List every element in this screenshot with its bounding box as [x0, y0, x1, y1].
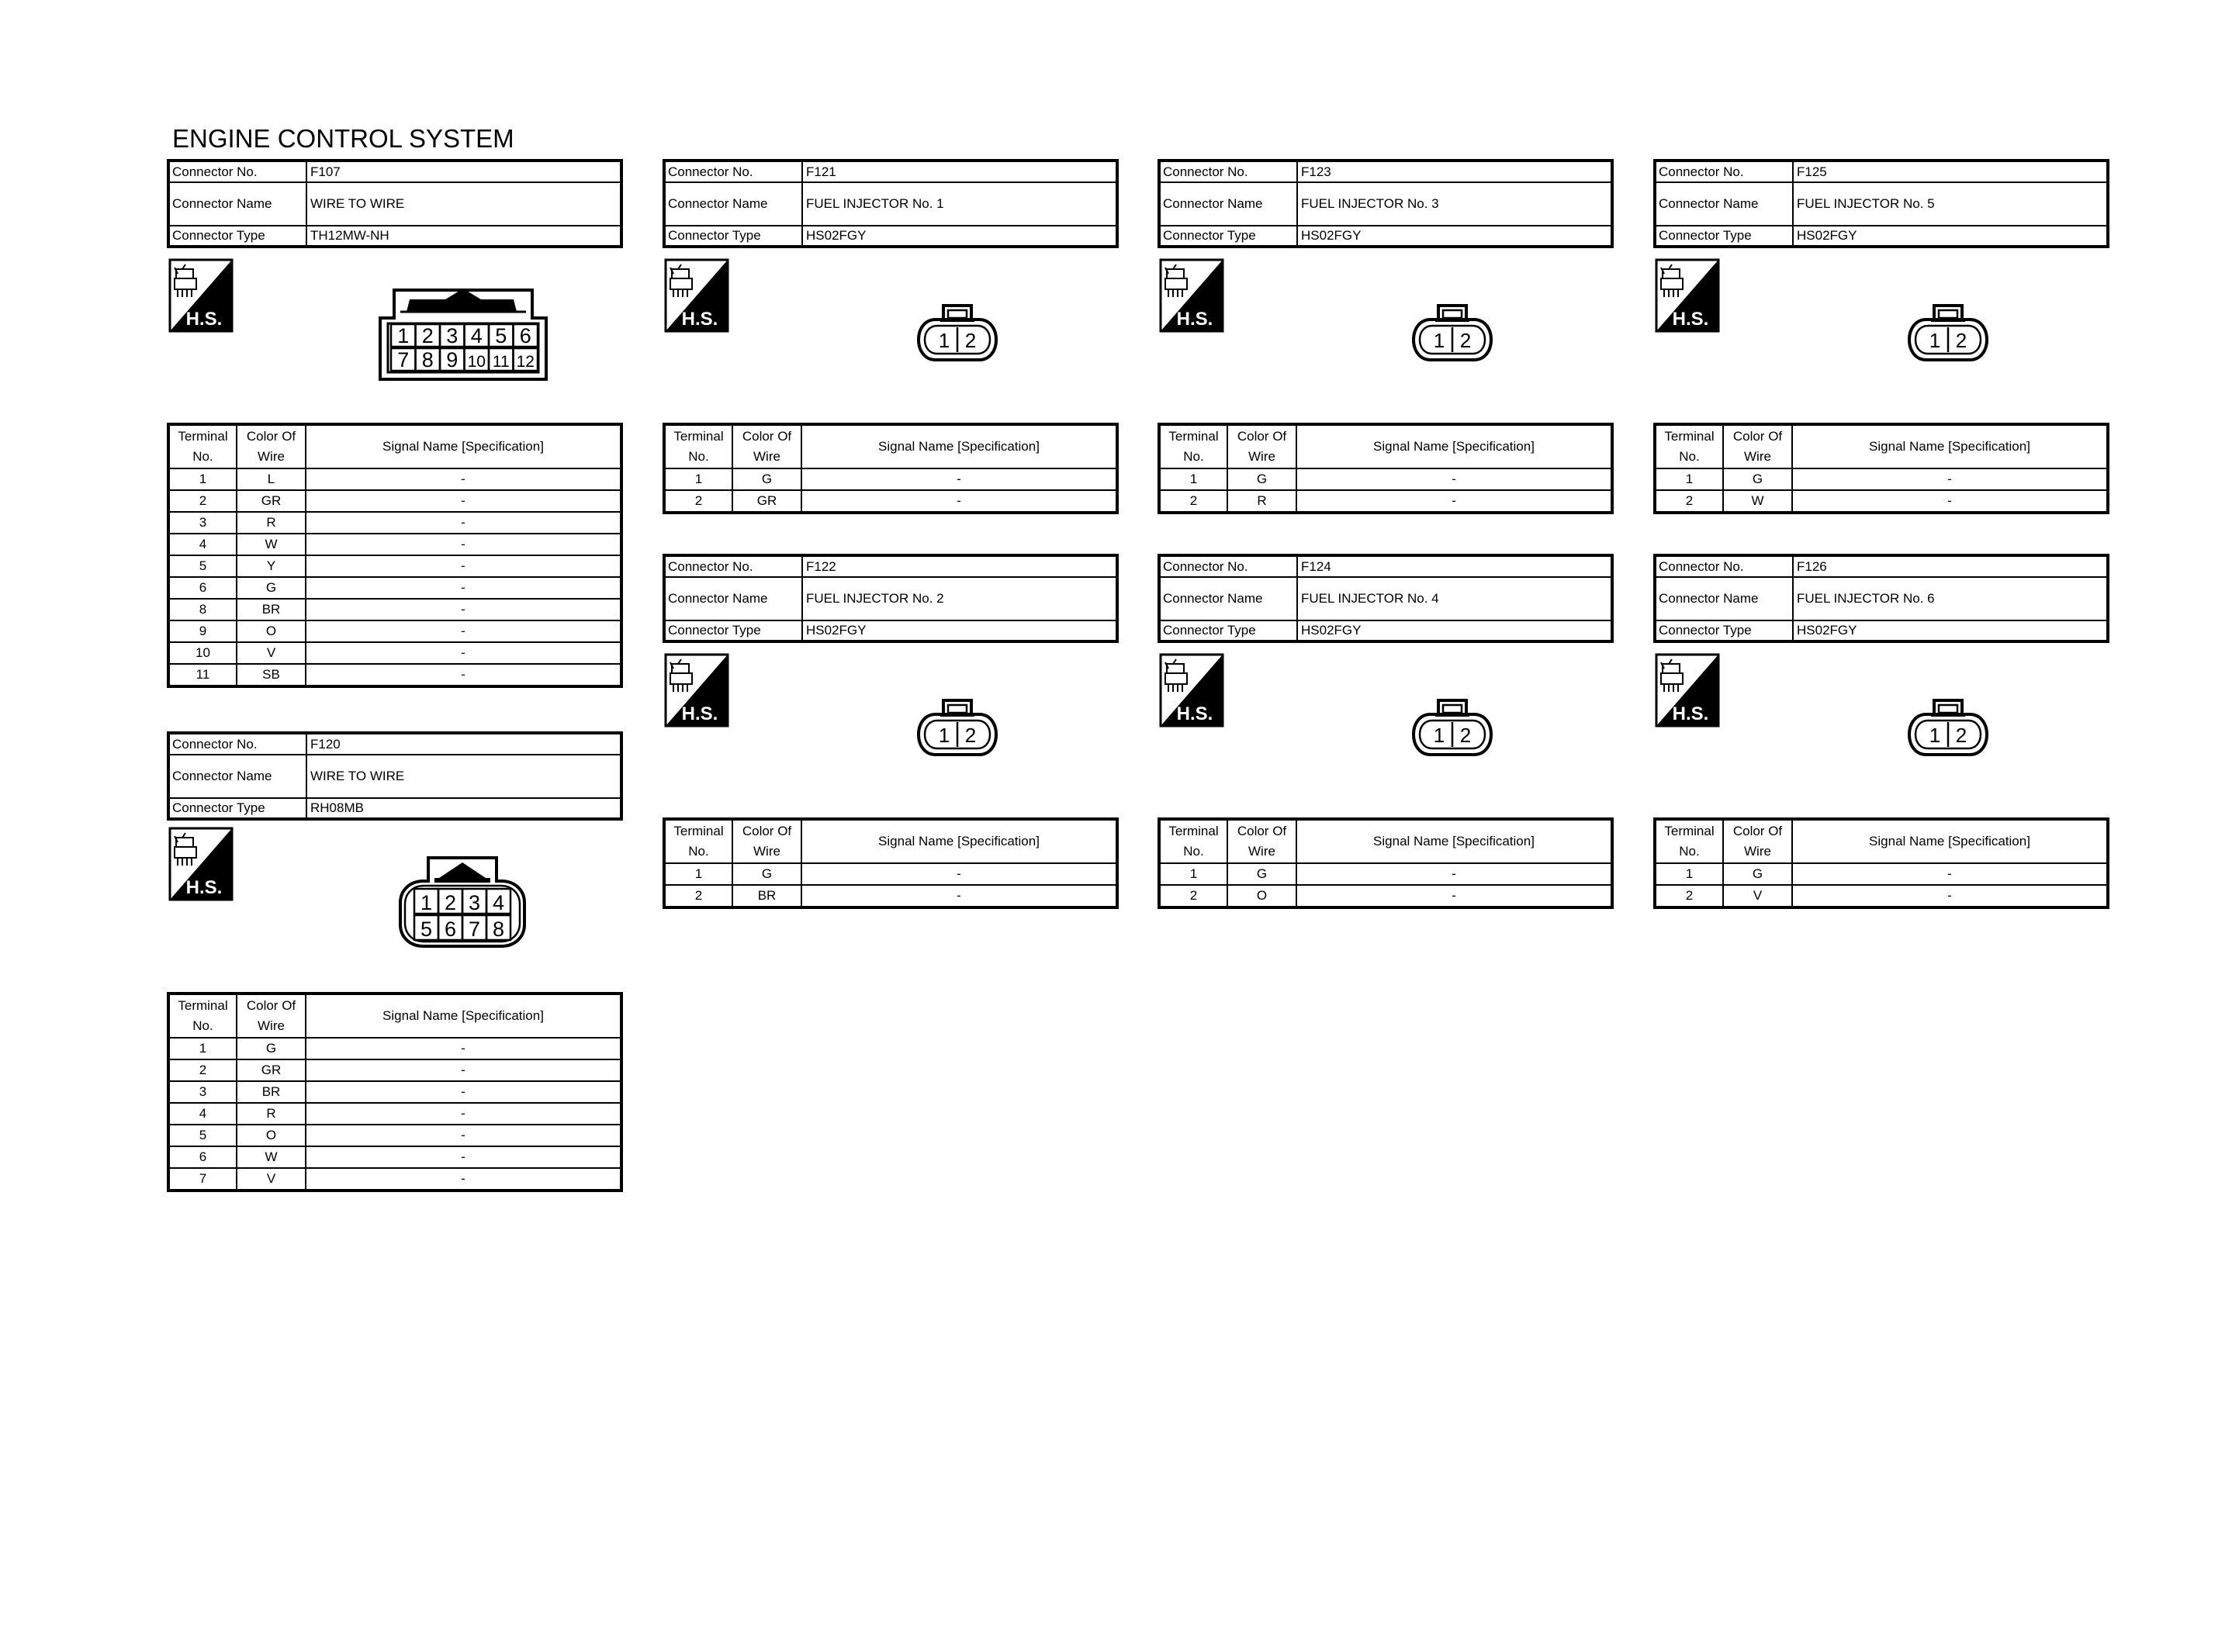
wire-color-cell: R: [237, 1103, 306, 1125]
wire-color-cell: W: [237, 1146, 306, 1168]
col-terminal-header: Terminal No.: [168, 424, 237, 468]
table-row: [168, 534, 621, 555]
connector-face-f124: [1412, 697, 1493, 758]
connector-name-label: Connector Name: [170, 755, 307, 797]
signal-name-cell: -: [801, 863, 1117, 885]
wire-color-cell: W: [237, 534, 306, 555]
col-color-header: Color Of Wire: [1227, 819, 1296, 863]
hs-badge-label: H.S.: [1672, 309, 1709, 330]
hs-badge-label: H.S.: [185, 309, 223, 330]
signal-name-cell: -: [801, 490, 1117, 513]
signal-name-cell: -: [306, 620, 621, 642]
terminal-no-cell: 8: [168, 599, 237, 620]
wire-color-cell: BR: [732, 885, 801, 907]
wire-color-cell: G: [237, 577, 306, 599]
signal-name-cell: -: [1296, 490, 1612, 513]
pin-number: 2: [964, 724, 977, 747]
terminal-no-cell: 9: [168, 620, 237, 642]
table-row: [1655, 863, 2108, 885]
pin-number: 1: [1929, 329, 1941, 352]
pin-number: 1: [938, 329, 950, 352]
connector-face-f121: [917, 302, 998, 363]
harness-side-icon: [1159, 653, 1224, 728]
connector-face-f126: [1908, 697, 1988, 758]
harness-side-icon: [1655, 258, 1720, 333]
col-color-header: Color Of Wire: [1723, 819, 1792, 863]
terminal-table-f107: [167, 423, 623, 688]
table-row: [168, 1168, 621, 1191]
connector-no-label: Connector No.: [1656, 557, 1794, 576]
wire-color-cell: G: [1227, 863, 1296, 885]
connector-type-label: Connector Type: [1656, 621, 1794, 640]
wire-color-cell: V: [237, 1168, 306, 1191]
connector-no-value: F126: [1797, 558, 1827, 574]
connector-type-value: HS02FGY: [1301, 623, 1362, 638]
col-color-header: Color Of Wire: [1227, 424, 1296, 468]
terminal-no-cell: 2: [664, 490, 732, 513]
connector-no-value: F107: [310, 164, 341, 179]
table-header-row: [1159, 424, 1612, 468]
wire-color-cell: O: [237, 1125, 306, 1146]
signal-name-cell: -: [801, 468, 1117, 490]
terminal-no-cell: 1: [168, 468, 237, 490]
wire-color-cell: GR: [237, 1059, 306, 1081]
table-row: [168, 1103, 621, 1125]
signal-name-cell: -: [306, 642, 621, 664]
pin-number: 6: [519, 324, 531, 347]
signal-name-cell: -: [306, 468, 621, 490]
wire-color-cell: W: [1723, 490, 1792, 513]
col-color-header: Color Of Wire: [732, 424, 801, 468]
col-signal-header: Signal Name [Specification]: [801, 819, 1117, 863]
terminal-no-cell: 6: [168, 1146, 237, 1168]
table-row: [664, 885, 1117, 907]
hs-badge-label: H.S.: [681, 703, 718, 724]
wire-color-cell: SB: [237, 664, 306, 686]
connector-face-f120: [397, 855, 528, 949]
pin-number: 5: [495, 324, 507, 347]
connector-name-value: FUEL INJECTOR No. 3: [1301, 196, 1439, 211]
terminal-no-cell: 5: [168, 1125, 237, 1146]
connector-name-value: FUEL INJECTOR No. 1: [806, 196, 944, 211]
table-row: [168, 577, 621, 599]
table-row: [1159, 490, 1612, 513]
connector-type-value: RH08MB: [310, 800, 364, 815]
table-header-row: [664, 424, 1117, 468]
connector-no-label: Connector No.: [666, 162, 803, 181]
table-header-row: [1655, 819, 2108, 863]
terminal-no-cell: 4: [168, 534, 237, 555]
col-signal-header: Signal Name [Specification]: [1792, 819, 2108, 863]
wire-color-cell: G: [1227, 468, 1296, 490]
wire-color-cell: G: [237, 1038, 306, 1059]
pin-number: 2: [421, 324, 434, 347]
table-row: [1655, 885, 2108, 907]
col-signal-header: Signal Name [Specification]: [306, 994, 621, 1038]
terminal-table-f122: [663, 817, 1119, 909]
terminal-no-cell: 2: [1159, 490, 1227, 513]
connector-header-f125: [1653, 159, 2109, 248]
connector-no-label: Connector No.: [170, 734, 307, 754]
connector-no-label: Connector No.: [666, 557, 803, 576]
hs-badge-label: H.S.: [1176, 703, 1213, 724]
connector-type-value: HS02FGY: [806, 228, 867, 243]
terminal-no-cell: 1: [664, 863, 732, 885]
pin-number: 2: [444, 891, 457, 914]
harness-side-icon: [1159, 258, 1224, 333]
wire-color-cell: Y: [237, 555, 306, 577]
col-signal-header: Signal Name [Specification]: [1296, 424, 1612, 468]
harness-side-icon: [168, 258, 234, 333]
table-row: [168, 1081, 621, 1103]
wire-color-cell: R: [237, 512, 306, 534]
pin-number: 9: [446, 348, 459, 372]
connector-name-value: FUEL INJECTOR No. 5: [1797, 196, 1935, 211]
connector-type-value: HS02FGY: [806, 623, 867, 638]
connector-no-label: Connector No.: [1161, 162, 1298, 181]
terminal-no-cell: 3: [168, 512, 237, 534]
connector-type-label: Connector Type: [1161, 226, 1298, 245]
connector-face-f125: [1908, 302, 1988, 363]
connector-name-label: Connector Name: [170, 183, 307, 225]
terminal-no-cell: 2: [664, 885, 732, 907]
hs-badge-label: H.S.: [1176, 309, 1213, 330]
connector-no-label: Connector No.: [1656, 162, 1794, 181]
page-title: ENGINE CONTROL SYSTEM: [172, 124, 514, 153]
wire-color-cell: V: [237, 642, 306, 664]
col-color-header: Color Of Wire: [732, 819, 801, 863]
wire-color-cell: G: [1723, 468, 1792, 490]
pin-number: 10: [467, 353, 486, 371]
connector-no-value: F121: [806, 164, 836, 179]
table-row: [664, 468, 1117, 490]
pin-number: 2: [964, 329, 977, 352]
terminal-no-cell: 6: [168, 577, 237, 599]
connector-no-value: F125: [1797, 164, 1827, 179]
connector-no-value: F124: [1301, 558, 1331, 574]
wire-color-cell: V: [1723, 885, 1792, 907]
connector-type-value: HS02FGY: [1797, 623, 1857, 638]
connector-type-label: Connector Type: [170, 226, 307, 245]
table-row: [168, 512, 621, 534]
terminal-table-f125: [1653, 423, 2109, 514]
connector-header-f123: [1158, 159, 1614, 248]
table-row: [168, 555, 621, 577]
signal-name-cell: -: [1296, 468, 1612, 490]
signal-name-cell: -: [306, 1103, 621, 1125]
connector-header-f122: [663, 554, 1119, 643]
connector-face-f122: [917, 697, 998, 758]
connector-no-value: F123: [1301, 164, 1331, 179]
pin-number: 3: [468, 891, 481, 914]
terminal-no-cell: 1: [1655, 863, 1723, 885]
wire-color-cell: O: [237, 620, 306, 642]
signal-name-cell: -: [1296, 885, 1612, 907]
harness-side-icon: [168, 827, 234, 901]
col-terminal-header: Terminal No.: [1655, 819, 1723, 863]
signal-name-cell: -: [306, 512, 621, 534]
wire-color-cell: O: [1227, 885, 1296, 907]
terminal-no-cell: 1: [1655, 468, 1723, 490]
connector-face-f107: [379, 285, 548, 381]
wire-color-cell: GR: [237, 490, 306, 512]
wire-color-cell: GR: [732, 490, 801, 513]
terminal-no-cell: 4: [168, 1103, 237, 1125]
pin-number: 5: [420, 918, 433, 941]
terminal-table-f126: [1653, 817, 2109, 909]
pin-number: 8: [421, 348, 434, 372]
terminal-no-cell: 1: [1159, 468, 1227, 490]
connector-name-label: Connector Name: [1656, 183, 1794, 225]
connector-type-label: Connector Type: [666, 226, 803, 245]
terminal-no-cell: 2: [1159, 885, 1227, 907]
table-header-row: [168, 994, 621, 1038]
wire-color-cell: G: [732, 468, 801, 490]
table-header-row: [664, 819, 1117, 863]
table-row: [1655, 490, 2108, 513]
table-row: [168, 1038, 621, 1059]
connector-no-value: F120: [310, 736, 341, 752]
connector-no-label: Connector No.: [170, 162, 307, 181]
table-row: [1655, 468, 2108, 490]
connector-no-value: F122: [806, 558, 836, 574]
connector-type-label: Connector Type: [1161, 621, 1298, 640]
pin-number: 12: [516, 353, 535, 371]
signal-name-cell: -: [306, 1038, 621, 1059]
col-terminal-header: Terminal No.: [664, 424, 732, 468]
table-row: [664, 490, 1117, 513]
signal-name-cell: -: [306, 1081, 621, 1103]
table-row: [1159, 863, 1612, 885]
hs-badge-label: H.S.: [185, 877, 223, 898]
connector-header-f124: [1158, 554, 1614, 643]
terminal-no-cell: 1: [1159, 863, 1227, 885]
col-signal-header: Signal Name [Specification]: [306, 424, 621, 468]
col-terminal-header: Terminal No.: [1159, 424, 1227, 468]
terminal-no-cell: 5: [168, 555, 237, 577]
terminal-table-f121: [663, 423, 1119, 514]
signal-name-cell: -: [306, 490, 621, 512]
signal-name-cell: -: [1792, 863, 2108, 885]
pin-number: 4: [492, 891, 505, 914]
table-row: [168, 664, 621, 686]
connector-type-label: Connector Type: [666, 621, 803, 640]
signal-name-cell: -: [306, 664, 621, 686]
pin-number: 2: [1459, 329, 1472, 352]
connector-name-value: WIRE TO WIRE: [310, 196, 405, 211]
harness-side-icon: [664, 258, 729, 333]
pin-number: 1: [420, 891, 433, 914]
signal-name-cell: -: [306, 1168, 621, 1191]
signal-name-cell: -: [1792, 490, 2108, 513]
wire-color-cell: G: [732, 863, 801, 885]
table-row: [168, 1146, 621, 1168]
table-row: [168, 599, 621, 620]
pin-number: 4: [470, 324, 483, 347]
col-color-header: Color Of Wire: [237, 424, 306, 468]
terminal-no-cell: 10: [168, 642, 237, 664]
wire-color-cell: R: [1227, 490, 1296, 513]
connector-face-f123: [1412, 302, 1493, 363]
terminal-table-f123: [1158, 423, 1614, 514]
terminal-no-cell: 2: [168, 1059, 237, 1081]
pin-number: 1: [938, 724, 950, 747]
wire-color-cell: G: [1723, 863, 1792, 885]
col-color-header: Color Of Wire: [1723, 424, 1792, 468]
signal-name-cell: -: [306, 1146, 621, 1168]
connector-no-label: Connector No.: [1161, 557, 1298, 576]
table-header-row: [168, 424, 621, 468]
connector-name-value: WIRE TO WIRE: [310, 769, 405, 783]
connector-header-f121: [663, 159, 1119, 248]
harness-side-icon: [664, 653, 729, 728]
wire-color-cell: BR: [237, 599, 306, 620]
connector-name-label: Connector Name: [1161, 183, 1298, 225]
signal-name-cell: -: [1792, 468, 2108, 490]
wire-color-cell: BR: [237, 1081, 306, 1103]
table-row: [1159, 885, 1612, 907]
signal-name-cell: -: [306, 534, 621, 555]
pin-number: 8: [492, 918, 505, 941]
pin-number: 2: [1955, 724, 1967, 747]
connector-name-value: FUEL INJECTOR No. 2: [806, 591, 944, 606]
signal-name-cell: -: [801, 885, 1117, 907]
connector-type-value: TH12MW-NH: [310, 228, 389, 243]
pin-number: 1: [1433, 724, 1445, 747]
terminal-no-cell: 2: [1655, 490, 1723, 513]
table-row: [168, 1059, 621, 1081]
table-row: [168, 642, 621, 664]
connector-name-value: FUEL INJECTOR No. 6: [1797, 591, 1935, 606]
table-row: [1159, 468, 1612, 490]
hs-badge-label: H.S.: [1672, 703, 1709, 724]
terminal-no-cell: 2: [168, 490, 237, 512]
terminal-no-cell: 2: [1655, 885, 1723, 907]
connector-name-value: FUEL INJECTOR No. 4: [1301, 591, 1439, 606]
connector-header-f107: [167, 159, 623, 248]
terminal-no-cell: 3: [168, 1081, 237, 1103]
connector-name-label: Connector Name: [666, 578, 803, 620]
pin-number: 1: [397, 324, 410, 347]
terminal-no-cell: 1: [168, 1038, 237, 1059]
wire-color-cell: L: [237, 468, 306, 490]
signal-name-cell: -: [1792, 885, 2108, 907]
col-signal-header: Signal Name [Specification]: [1296, 819, 1612, 863]
col-signal-header: Signal Name [Specification]: [1792, 424, 2108, 468]
signal-name-cell: -: [306, 599, 621, 620]
terminal-no-cell: 11: [168, 664, 237, 686]
connector-name-label: Connector Name: [1161, 578, 1298, 620]
table-row: [168, 468, 621, 490]
terminal-no-cell: 7: [168, 1168, 237, 1191]
connector-type-label: Connector Type: [1656, 226, 1794, 245]
table-row: [168, 1125, 621, 1146]
pin-number: 7: [397, 348, 410, 372]
connector-type-value: HS02FGY: [1301, 228, 1362, 243]
terminal-no-cell: 1: [664, 468, 732, 490]
signal-name-cell: -: [306, 1125, 621, 1146]
connector-header-f126: [1653, 554, 2109, 643]
pin-number: 2: [1459, 724, 1472, 747]
pin-number: 6: [444, 918, 457, 941]
table-row: [168, 490, 621, 512]
connector-name-label: Connector Name: [1656, 578, 1794, 620]
pin-number: 11: [492, 353, 510, 371]
col-color-header: Color Of Wire: [237, 994, 306, 1038]
table-row: [168, 620, 621, 642]
signal-name-cell: -: [1296, 863, 1612, 885]
pin-number: 7: [468, 918, 481, 941]
table-header-row: [1655, 424, 2108, 468]
pin-number: 2: [1955, 329, 1967, 352]
connector-type-value: HS02FGY: [1797, 228, 1857, 243]
connector-name-label: Connector Name: [666, 183, 803, 225]
signal-name-cell: -: [306, 577, 621, 599]
signal-name-cell: -: [306, 1059, 621, 1081]
terminal-table-f120: [167, 992, 623, 1192]
col-terminal-header: Terminal No.: [664, 819, 732, 863]
hs-badge-label: H.S.: [681, 309, 718, 330]
harness-side-icon: [1655, 653, 1720, 728]
table-header-row: [1159, 819, 1612, 863]
pin-number: 1: [1929, 724, 1941, 747]
signal-name-cell: -: [306, 555, 621, 577]
connector-type-label: Connector Type: [170, 799, 307, 817]
col-terminal-header: Terminal No.: [1655, 424, 1723, 468]
col-terminal-header: Terminal No.: [168, 994, 237, 1038]
col-signal-header: Signal Name [Specification]: [801, 424, 1117, 468]
pin-number: 3: [446, 324, 459, 347]
connector-header-f120: [167, 731, 623, 821]
terminal-table-f124: [1158, 817, 1614, 909]
col-terminal-header: Terminal No.: [1159, 819, 1227, 863]
table-row: [664, 863, 1117, 885]
pin-number: 1: [1433, 329, 1445, 352]
